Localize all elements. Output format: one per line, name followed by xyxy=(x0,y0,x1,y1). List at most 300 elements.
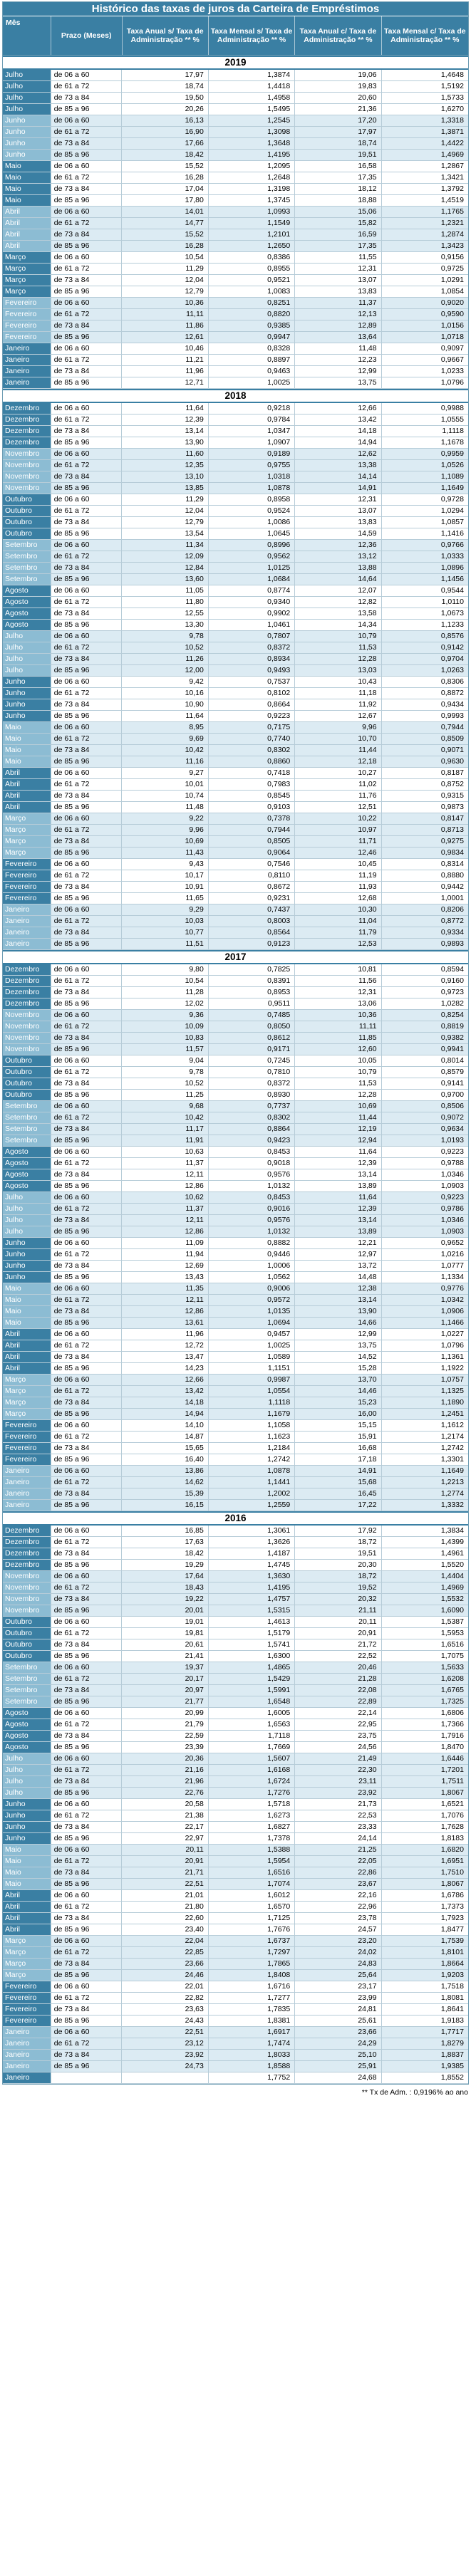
row-term: de 73 a 84 xyxy=(51,1352,123,1362)
table-row xyxy=(3,1055,468,1067)
row-month: Janeiro xyxy=(3,916,51,927)
annual-rate-without-fee: 13,86 xyxy=(122,1466,208,1476)
monthly-rate-with-fee: 1,2174 xyxy=(440,1432,464,1441)
row-term: de 06 a 60 xyxy=(51,1708,123,1719)
row-term: de 73 a 84 xyxy=(51,1397,123,1408)
row-term: de 85 a 96 xyxy=(51,1651,123,1662)
row-month: Abril xyxy=(3,229,51,240)
monthly-rate-with-fee: 1,3792 xyxy=(440,184,464,193)
table-row xyxy=(3,184,468,195)
annual-rate-with-fee: 10,43 xyxy=(295,677,381,687)
table-row xyxy=(3,1204,468,1215)
annual-rate-without-fee: 15,39 xyxy=(122,1488,208,1499)
row-term: de 73 a 84 xyxy=(51,745,123,756)
annual-rate-with-fee: 11,11 xyxy=(295,1021,381,1032)
annual-rate-without-fee: 12,11 xyxy=(122,1295,208,1305)
monthly-rate-without-fee: 1,7474 xyxy=(209,2038,295,2049)
table-row xyxy=(3,377,468,389)
table-row xyxy=(3,1594,468,1605)
row-month: Agosto xyxy=(3,1169,51,1180)
table-row xyxy=(3,1571,468,1582)
annual-rate-without-fee: 18,42 xyxy=(122,1548,208,1559)
row-month: Abril xyxy=(3,802,51,813)
monthly-rate-without-fee: 0,8391 xyxy=(209,976,295,986)
annual-rate-with-fee: 19,83 xyxy=(295,81,381,92)
annual-rate-without-fee: 11,65 xyxy=(122,893,208,904)
row-month: Abril xyxy=(3,207,51,217)
row-term: de 06 a 60 xyxy=(51,1420,123,1431)
annual-rate-without-fee: 9,78 xyxy=(122,631,208,642)
annual-rate-without-fee: 11,94 xyxy=(122,1249,208,1260)
monthly-rate-without-fee: 0,9218 xyxy=(209,403,295,414)
table-row xyxy=(3,1674,468,1685)
annual-rate-with-fee: 15,68 xyxy=(295,1477,381,1488)
annual-rate-without-fee: 22,82 xyxy=(122,1993,208,2003)
annual-rate-without-fee: 10,42 xyxy=(122,745,208,756)
monthly-rate-without-fee: 0,8453 xyxy=(209,1147,295,1157)
monthly-rate-with-fee: 1,0193 xyxy=(382,1135,468,1146)
table-row xyxy=(3,471,468,483)
row-month: Julho xyxy=(3,642,51,653)
row-month: Outubro xyxy=(3,506,51,516)
monthly-rate-with-fee: 0,9630 xyxy=(382,756,468,767)
row-month: Abril xyxy=(3,1340,51,1351)
row-term: de 85 a 96 xyxy=(51,2016,123,2026)
table-row xyxy=(3,1306,468,1318)
annual-rate-without-fee: 24,46 xyxy=(122,1970,208,1981)
annual-rate-with-fee: 13,38 xyxy=(295,460,381,471)
monthly-rate-with-fee: 1,0294 xyxy=(440,506,464,515)
monthly-rate-with-fee: 0,7944 xyxy=(382,722,468,733)
monthly-rate-with-fee: 1,0854 xyxy=(440,287,464,296)
table-row xyxy=(3,904,468,916)
annual-rate-with-fee: 13,14 xyxy=(295,1169,381,1180)
annual-rate-without-fee: 11,37 xyxy=(122,1204,208,1214)
annual-rate-with-fee: 13,75 xyxy=(295,1340,381,1351)
table-row xyxy=(3,1548,468,1560)
row-term: de 06 a 60 xyxy=(51,540,123,551)
monthly-rate-with-fee: 0,8254 xyxy=(382,1010,468,1021)
row-term: de 06 a 60 xyxy=(51,1981,123,1992)
annual-rate-with-fee: 12,46 xyxy=(295,848,381,858)
table-row xyxy=(3,848,468,859)
annual-rate-without-fee: 23,92 xyxy=(122,2050,208,2060)
table-row xyxy=(3,1466,468,1477)
annual-rate-without-fee: 17,66 xyxy=(122,138,208,149)
annual-rate-without-fee: 11,51 xyxy=(122,939,208,949)
table-row xyxy=(3,1959,468,1970)
monthly-rate-without-fee: 1,1441 xyxy=(209,1477,295,1488)
row-term: de 73 a 84 xyxy=(51,1913,123,1924)
annual-rate-without-fee: 9,96 xyxy=(122,825,208,835)
annual-rate-with-fee: 12,13 xyxy=(295,309,381,320)
monthly-rate-without-fee: 1,2101 xyxy=(209,229,295,240)
row-term: de 85 a 96 xyxy=(51,756,123,767)
row-month: Novembro xyxy=(3,471,51,482)
annual-rate-with-fee: 18,72 xyxy=(295,1537,381,1548)
row-term: de 06 a 60 xyxy=(51,70,123,80)
monthly-rate-with-fee: 1,2742 xyxy=(440,1444,464,1452)
row-term: de 61 a 72 xyxy=(51,1432,123,1442)
monthly-rate-with-fee: 0,9700 xyxy=(440,1090,464,1099)
annual-rate-with-fee: 11,64 xyxy=(295,1192,381,1203)
annual-rate-with-fee: 25,64 xyxy=(295,1970,381,1981)
row-term: de 06 a 60 xyxy=(51,1147,123,1157)
monthly-rate-without-fee: 1,1058 xyxy=(209,1420,295,1431)
monthly-rate-with-fee: 1,6090 xyxy=(382,1605,468,1616)
row-term: de 73 a 84 xyxy=(51,927,123,938)
annual-rate-with-fee: 15,15 xyxy=(295,1420,381,1431)
row-month: Dezembro xyxy=(3,998,51,1009)
annual-rate-without-fee: 16,90 xyxy=(122,127,208,137)
monthly-rate-without-fee: 1,0083 xyxy=(209,286,295,297)
row-term: de 06 a 60 xyxy=(51,1799,123,1810)
row-month: Janeiro xyxy=(3,2027,51,2038)
monthly-rate-without-fee: 1,7752 xyxy=(209,2072,295,2083)
table-row xyxy=(3,1708,468,1719)
annual-rate-with-fee: 12,99 xyxy=(295,1329,381,1340)
row-month: Janeiro xyxy=(3,904,51,915)
monthly-rate-with-fee: 0,8819 xyxy=(382,1021,468,1032)
row-term: de 73 a 84 xyxy=(51,987,123,998)
monthly-rate-without-fee: 1,0694 xyxy=(209,1318,295,1328)
monthly-rate-with-fee: 0,9728 xyxy=(440,495,464,504)
monthly-rate-without-fee: 1,0589 xyxy=(209,1352,295,1362)
row-month: Março xyxy=(3,1397,51,1408)
table-row xyxy=(3,688,468,699)
annual-rate-with-fee: 19,52 xyxy=(295,1582,381,1593)
monthly-rate-with-fee: 0,9873 xyxy=(440,803,464,811)
row-term: de 73 a 84 xyxy=(51,1731,123,1741)
row-month: Abril xyxy=(3,1924,51,1935)
annual-rate-without-fee: 13,43 xyxy=(122,1272,208,1283)
row-term: de 85 a 96 xyxy=(51,1272,123,1283)
table-row xyxy=(3,1799,468,1810)
annual-rate-with-fee: 25,91 xyxy=(295,2061,381,2072)
monthly-rate-without-fee: 1,0132 xyxy=(209,1181,295,1191)
monthly-rate-without-fee: 1,4195 xyxy=(209,1582,295,1593)
annual-rate-with-fee: 14,18 xyxy=(295,426,381,437)
table-row xyxy=(3,1215,468,1226)
monthly-rate-without-fee: 1,3745 xyxy=(209,195,295,206)
annual-rate-without-fee: 21,79 xyxy=(122,1719,208,1730)
table-row xyxy=(3,654,468,665)
monthly-rate-without-fee: 0,8372 xyxy=(209,642,295,653)
monthly-rate-with-fee: 1,2213 xyxy=(382,1477,468,1488)
monthly-rate-with-fee: 1,0718 xyxy=(382,332,468,343)
annual-rate-with-fee: 12,82 xyxy=(295,597,381,608)
monthly-rate-with-fee: 1,0233 xyxy=(440,367,464,375)
table-row xyxy=(3,825,468,836)
table-row xyxy=(3,2016,468,2027)
monthly-rate-without-fee: 0,7437 xyxy=(209,904,295,915)
row-month: Julho xyxy=(3,1776,51,1787)
annual-rate-with-fee: 12,19 xyxy=(295,1124,381,1135)
monthly-rate-with-fee: 1,2451 xyxy=(382,1409,468,1419)
annual-rate-with-fee: 23,66 xyxy=(295,2027,381,2038)
row-term: de 85 a 96 xyxy=(51,665,123,676)
annual-rate-without-fee: 21,01 xyxy=(122,1890,208,1901)
row-term: de 06 a 60 xyxy=(51,1466,123,1476)
monthly-rate-without-fee: 0,8774 xyxy=(209,585,295,596)
monthly-rate-with-fee: 0,8752 xyxy=(440,780,464,788)
annual-rate-without-fee: 17,63 xyxy=(122,1537,208,1548)
table-row xyxy=(3,1352,468,1363)
table-row xyxy=(3,836,468,848)
annual-rate-without-fee: 23,12 xyxy=(122,2038,208,2049)
annual-rate-without-fee: 13,85 xyxy=(122,483,208,494)
annual-rate-without-fee: 20,91 xyxy=(122,1856,208,1867)
monthly-rate-without-fee: 0,7485 xyxy=(209,1010,295,1021)
annual-rate-with-fee: 14,34 xyxy=(295,620,381,630)
monthly-rate-without-fee: 0,7740 xyxy=(209,734,295,744)
row-month: Fevereiro xyxy=(3,893,51,904)
monthly-rate-with-fee: 1,0906 xyxy=(382,1306,468,1317)
annual-rate-with-fee: 12,67 xyxy=(295,711,381,721)
monthly-rate-with-fee: 0,9160 xyxy=(440,976,464,985)
annual-rate-with-fee: 23,17 xyxy=(295,1981,381,1992)
annual-rate-without-fee: 11,80 xyxy=(122,597,208,608)
table-row xyxy=(3,275,468,286)
monthly-rate-with-fee: 1,1765 xyxy=(382,207,468,217)
header-term: Prazo (Meses) xyxy=(51,16,123,55)
annual-rate-without-fee: 16,85 xyxy=(122,1526,208,1536)
monthly-rate-without-fee: 1,2002 xyxy=(209,1488,295,1499)
monthly-rate-with-fee: 1,3871 xyxy=(382,127,468,137)
monthly-rate-with-fee: 0,9020 xyxy=(382,298,468,308)
table-row xyxy=(3,2004,468,2016)
table-row xyxy=(3,998,468,1010)
row-month: Janeiro xyxy=(3,2061,51,2072)
monthly-rate-with-fee: 1,6270 xyxy=(440,105,464,113)
monthly-rate-with-fee: 1,1466 xyxy=(382,1318,468,1328)
row-term: de 73 a 84 xyxy=(51,1548,123,1559)
table-row xyxy=(3,1181,468,1192)
monthly-rate-without-fee: 1,4418 xyxy=(209,81,295,92)
monthly-rate-without-fee: 0,8302 xyxy=(209,745,295,756)
annual-rate-without-fee: 14,23 xyxy=(122,1363,208,1374)
table-row xyxy=(3,882,468,893)
annual-rate-without-fee: 14,77 xyxy=(122,218,208,229)
monthly-rate-with-fee: 1,3301 xyxy=(440,1455,464,1464)
annual-rate-without-fee: 12,55 xyxy=(122,608,208,619)
row-month: Julho xyxy=(3,1226,51,1237)
row-term: de 73 a 84 xyxy=(51,1822,123,1832)
row-month: Abril xyxy=(3,768,51,778)
annual-rate-without-fee: 20,11 xyxy=(122,1845,208,1855)
annual-rate-without-fee: 12,84 xyxy=(122,563,208,573)
monthly-rate-without-fee: 1,6005 xyxy=(209,1708,295,1719)
monthly-rate-without-fee: 1,0347 xyxy=(209,426,295,437)
annual-rate-without-fee: 22,51 xyxy=(122,2027,208,2038)
annual-rate-with-fee: 22,52 xyxy=(295,1651,381,1662)
row-term: de 06 a 60 xyxy=(51,1055,123,1066)
annual-rate-without-fee: 14,10 xyxy=(122,1420,208,1431)
annual-rate-with-fee: 15,28 xyxy=(295,1363,381,1374)
row-term xyxy=(51,2072,123,2083)
annual-rate-with-fee: 17,35 xyxy=(295,172,381,183)
row-month: Fevereiro xyxy=(3,870,51,881)
annual-rate-with-fee: 11,71 xyxy=(295,836,381,847)
table-row xyxy=(3,964,468,976)
row-term: de 61 a 72 xyxy=(51,1021,123,1032)
table-row xyxy=(3,1856,468,1867)
monthly-rate-with-fee: 0,9315 xyxy=(440,791,464,800)
monthly-rate-without-fee: 0,8930 xyxy=(209,1090,295,1100)
annual-rate-without-fee: 22,17 xyxy=(122,1822,208,1832)
table-row xyxy=(3,540,468,551)
annual-rate-with-fee: 12,68 xyxy=(295,893,381,904)
annual-rate-with-fee: 11,48 xyxy=(295,343,381,354)
monthly-rate-without-fee: 0,9064 xyxy=(209,848,295,858)
annual-rate-without-fee: 11,91 xyxy=(122,1135,208,1146)
annual-rate-with-fee: 10,97 xyxy=(295,825,381,835)
row-term: de 73 a 84 xyxy=(51,1078,123,1089)
annual-rate-with-fee: 25,10 xyxy=(295,2050,381,2060)
table-row xyxy=(3,1936,468,1947)
table-row xyxy=(3,1477,468,1488)
row-term: de 73 a 84 xyxy=(51,275,123,286)
row-month: Maio xyxy=(3,1856,51,1867)
monthly-rate-without-fee: 1,0461 xyxy=(209,620,295,630)
table-row xyxy=(3,403,468,414)
row-month: Julho xyxy=(3,81,51,92)
annual-rate-with-fee: 11,55 xyxy=(295,252,381,263)
annual-rate-without-fee: 13,60 xyxy=(122,574,208,585)
annual-rate-without-fee: 12,86 xyxy=(122,1306,208,1317)
annual-rate-without-fee: 22,04 xyxy=(122,1936,208,1946)
annual-rate-with-fee: 16,58 xyxy=(295,161,381,172)
table-row xyxy=(3,309,468,320)
monthly-rate-with-fee: 1,0216 xyxy=(440,1250,464,1258)
table-row xyxy=(3,1318,468,1329)
annual-rate-with-fee: 24,02 xyxy=(295,1947,381,1958)
monthly-rate-with-fee: 1,1612 xyxy=(440,1421,464,1429)
annual-rate-with-fee: 22,16 xyxy=(295,1890,381,1901)
row-term: de 85 a 96 xyxy=(51,1696,123,1707)
row-month: Junho xyxy=(3,127,51,137)
row-month: Novembro xyxy=(3,483,51,494)
monthly-rate-with-fee: 1,5387 xyxy=(440,1617,464,1626)
row-term: de 61 a 72 xyxy=(51,1993,123,2003)
row-month: Outubro xyxy=(3,1628,51,1639)
table-row xyxy=(3,1078,468,1090)
row-month: Maio xyxy=(3,172,51,183)
row-term: de 61 a 72 xyxy=(51,460,123,471)
row-month: Agosto xyxy=(3,1731,51,1741)
monthly-rate-with-fee: 1,0903 xyxy=(440,1182,464,1190)
table-row xyxy=(3,1375,468,1386)
row-term: de 85 a 96 xyxy=(51,893,123,904)
row-term: de 61 a 72 xyxy=(51,870,123,881)
monthly-rate-with-fee: 1,0333 xyxy=(382,551,468,562)
annual-rate-with-fee: 23,92 xyxy=(295,1788,381,1798)
annual-rate-with-fee: 21,49 xyxy=(295,1753,381,1764)
monthly-rate-with-fee: 0,9544 xyxy=(440,586,464,595)
table-row xyxy=(3,1651,468,1662)
annual-rate-without-fee: 12,79 xyxy=(122,286,208,297)
row-month: Dezembro xyxy=(3,1537,51,1548)
table-row xyxy=(3,1432,468,1443)
annual-rate-without-fee: 13,47 xyxy=(122,1352,208,1362)
monthly-rate-with-fee: 1,0857 xyxy=(440,518,464,526)
monthly-rate-with-fee: 1,1649 xyxy=(382,1466,468,1476)
annual-rate-with-fee: 14,59 xyxy=(295,528,381,539)
monthly-rate-with-fee: 1,8477 xyxy=(440,1925,464,1934)
table-row xyxy=(3,1363,468,1375)
monthly-rate-without-fee: 1,6827 xyxy=(209,1822,295,1832)
table-row xyxy=(3,939,468,950)
annual-rate-with-fee: 13,12 xyxy=(295,551,381,562)
annual-rate-with-fee: 10,79 xyxy=(295,1067,381,1078)
row-term: de 73 a 84 xyxy=(51,836,123,847)
monthly-rate-without-fee: 0,8820 xyxy=(209,309,295,320)
row-term: de 85 a 96 xyxy=(51,711,123,721)
monthly-rate-without-fee: 1,2184 xyxy=(209,1443,295,1454)
monthly-rate-with-fee: 1,9385 xyxy=(382,2061,468,2072)
monthly-rate-without-fee: 1,4865 xyxy=(209,1662,295,1673)
table-row xyxy=(3,608,468,620)
monthly-rate-without-fee: 0,8958 xyxy=(209,494,295,505)
row-month: Março xyxy=(3,252,51,263)
table-row xyxy=(3,1582,468,1594)
row-month: Setembro xyxy=(3,1124,51,1135)
annual-rate-with-fee: 14,46 xyxy=(295,1386,381,1397)
row-term: de 61 a 72 xyxy=(51,1067,123,1078)
row-month: Janeiro xyxy=(3,377,51,388)
annual-rate-without-fee: 10,52 xyxy=(122,642,208,653)
annual-rate-without-fee: 12,79 xyxy=(122,517,208,528)
table-row xyxy=(3,813,468,825)
table-row xyxy=(3,699,468,711)
row-month: Fevereiro xyxy=(3,1420,51,1431)
table-row xyxy=(3,1500,468,1511)
monthly-rate-without-fee: 1,5607 xyxy=(209,1753,295,1764)
monthly-rate-with-fee: 0,8880 xyxy=(440,871,464,880)
row-term: de 85 a 96 xyxy=(51,483,123,494)
monthly-rate-without-fee: 1,2648 xyxy=(209,172,295,183)
monthly-rate-without-fee: 1,8033 xyxy=(209,2050,295,2060)
monthly-rate-without-fee: 1,0025 xyxy=(209,377,295,388)
annual-rate-without-fee: 13,14 xyxy=(122,426,208,437)
annual-rate-with-fee: 22,30 xyxy=(295,1765,381,1775)
annual-rate-with-fee: 17,35 xyxy=(295,241,381,251)
monthly-rate-with-fee: 0,9142 xyxy=(382,642,468,653)
annual-rate-without-fee: 18,43 xyxy=(122,1582,208,1593)
monthly-rate-with-fee: 1,7201 xyxy=(382,1765,468,1775)
row-month: Novembro xyxy=(3,1010,51,1021)
table-row xyxy=(3,1810,468,1822)
monthly-rate-without-fee: 1,0878 xyxy=(209,483,295,494)
annual-rate-without-fee: 11,26 xyxy=(122,654,208,664)
monthly-rate-with-fee: 1,1089 xyxy=(382,471,468,482)
row-term: de 73 a 84 xyxy=(51,1867,123,1878)
annual-rate-without-fee: 10,03 xyxy=(122,916,208,927)
table-row xyxy=(3,1753,468,1765)
monthly-rate-without-fee: 0,7825 xyxy=(209,964,295,975)
header-month: Mês xyxy=(3,16,51,55)
annual-rate-without-fee: 10,16 xyxy=(122,688,208,699)
annual-rate-without-fee: 12,71 xyxy=(122,377,208,388)
monthly-rate-with-fee: 1,8081 xyxy=(440,1993,464,2002)
row-term: de 06 a 60 xyxy=(51,677,123,687)
monthly-rate-without-fee: 0,9576 xyxy=(209,1215,295,1226)
row-term: de 61 a 72 xyxy=(51,218,123,229)
row-term: de 85 a 96 xyxy=(51,1135,123,1146)
row-month: Dezembro xyxy=(3,437,51,448)
monthly-rate-with-fee: 1,0777 xyxy=(440,1261,464,1270)
table-row xyxy=(3,1101,468,1112)
